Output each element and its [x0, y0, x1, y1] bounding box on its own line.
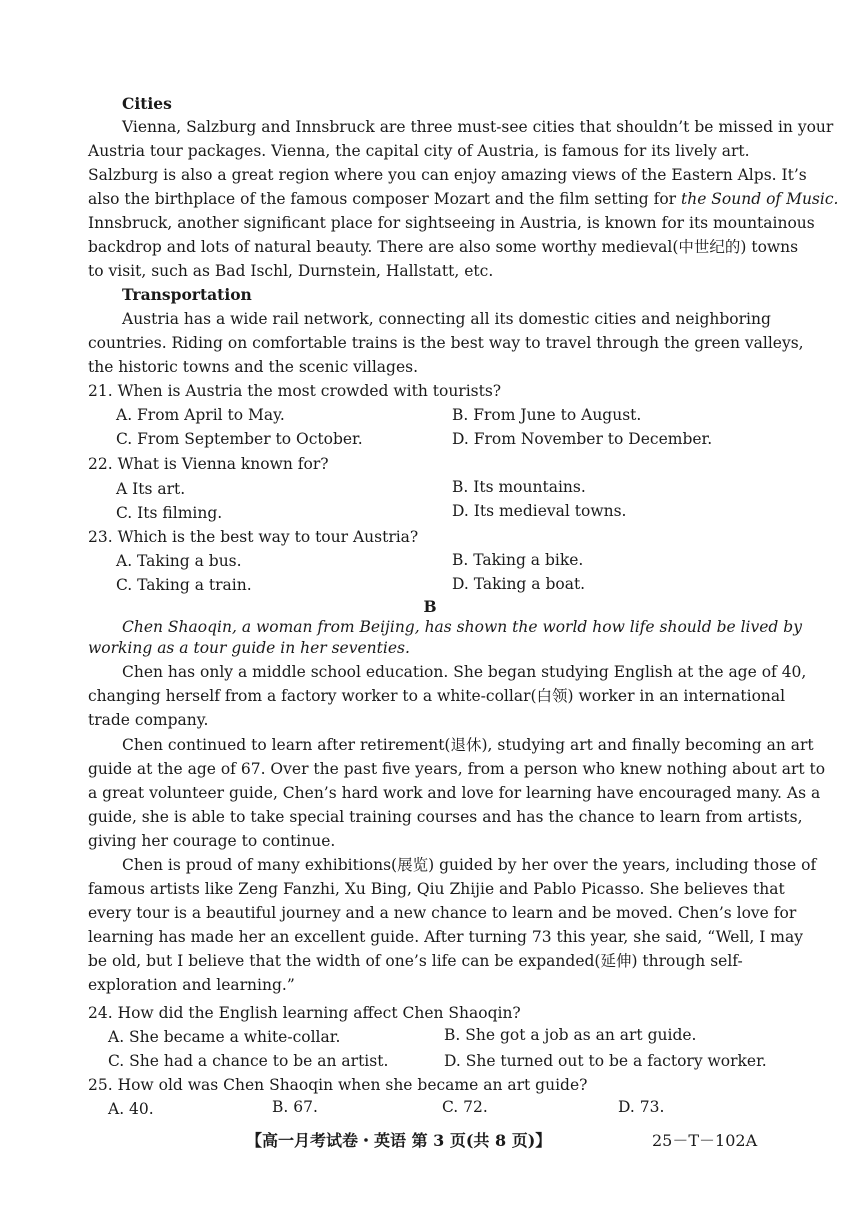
intro-line: Chen Shaoqin, a woman from Beijing, has shown the world how life should be lived by — [122, 618, 802, 636]
question-stem: 22. What is Vienna known for? — [88, 455, 329, 473]
cities-heading: Cities — [122, 94, 172, 113]
option-d: D. 73. — [618, 1098, 665, 1116]
option-c: C. Its filming. — [116, 504, 223, 522]
p3-line: Chen continued to learn after retirement(退休), studying art and finally becoming an art — [122, 736, 814, 754]
option-b: B. Its mountains. — [452, 478, 586, 496]
p2-line: trade company. — [88, 711, 209, 729]
cities-line: Austria tour packages. Vienna, the capital city of Austria, is famous for its lively art. — [88, 142, 750, 160]
transport-heading: Transportation — [122, 285, 252, 304]
cities-line: Salzburg is also a great region where you can enjoy amazing views of the Eastern Alps. It’s — [88, 166, 807, 184]
p4-line: learning has made her an excellent guide. After turning 73 this year, she said, “Well, I may — [88, 928, 803, 946]
intro-line: working as a tour guide in her seventies. — [88, 639, 410, 657]
p2-line: Chen has only a middle school education. She began studying English at the age of 40, — [122, 663, 807, 681]
cities-line: Vienna, Salzburg and Innsbruck are three must-see cities that shouldn’t be missed in your — [122, 118, 834, 136]
option-a: A. From April to May. — [116, 406, 285, 424]
p3-line: giving her courage to continue. — [88, 832, 336, 850]
option-a: A. 40. — [108, 1100, 154, 1118]
cities-line: to visit, such as Bad Ischl, Durnstein, Hallstatt, etc. — [88, 262, 494, 280]
film-title: the Sound of Music. — [681, 190, 839, 208]
option-d: D. She turned out to be a factory worker. — [444, 1052, 767, 1070]
p4-line: Chen is proud of many exhibitions(展览) guided by her over the years, including those of — [122, 856, 817, 874]
option-c: C. 72. — [442, 1098, 488, 1116]
footer-code: 25－T－102A — [652, 1131, 758, 1150]
section-b-heading: B — [423, 597, 437, 616]
p2-line: changing herself from a factory worker to a white-collar(白领) worker in an international — [88, 687, 786, 705]
cities-line-text: also the birthplace of the famous composer Mozart and the film setting for — [88, 190, 677, 208]
p4-line: every tour is a beautiful journey and a new chance to learn and be moved. Chen’s love for — [88, 904, 797, 922]
footer-title: 【高一月考试卷・英语 第 3 页(共 8 页)】 — [246, 1131, 552, 1150]
p4-line: famous artists like Zeng Fanzhi, Xu Bing, Qiu Zhijie and Pablo Picasso. She believes that — [88, 880, 785, 898]
option-b: B. She got a job as an art guide. — [444, 1026, 697, 1044]
p4-line: be old, but I believe that the width of one’s life can be expanded(延伸) through self- — [88, 952, 743, 970]
transport-line: the historic towns and the scenic villages. — [88, 358, 419, 376]
option-c: C. From September to October. — [116, 430, 363, 448]
option-a: A. Taking a bus. — [116, 552, 242, 570]
p3-line: guide at the age of 67. Over the past five years, from a person who knew nothing about art to — [88, 760, 826, 778]
transport-line: Austria has a wide rail network, connecting all its domestic cities and neighboring — [122, 310, 771, 328]
p3-line: guide, she is able to take special training courses and has the chance to learn from artists, — [88, 808, 803, 826]
option-d: D. From November to December. — [452, 430, 713, 448]
option-b: B. 67. — [272, 1098, 318, 1116]
p3-line: a great volunteer guide, Chen’s hard work and love for learning have encouraged many. As a — [88, 784, 821, 802]
question-stem: 25. How old was Chen Shaoqin when she became an art guide? — [88, 1076, 588, 1094]
option-c: C. She had a chance to be an artist. — [108, 1052, 389, 1070]
question-stem: 24. How did the English learning affect Chen Shaoqin? — [88, 1004, 521, 1022]
option-d: D. Taking a boat. — [452, 575, 586, 593]
cities-line: backdrop and lots of natural beauty. There are also some worthy medieval(中世纪的) towns — [88, 238, 799, 256]
cities-line: Innsbruck, another significant place for sightseeing in Austria, is known for its mountainous — [88, 214, 815, 232]
p4-line: exploration and learning.” — [88, 976, 295, 994]
transport-line: countries. Riding on comfortable trains is the best way to travel through the green valleys, — [88, 334, 804, 352]
question-stem: 21. When is Austria the most crowded with tourists? — [88, 382, 502, 400]
option-b: B. From June to August. — [452, 406, 642, 424]
cities-line — [88, 188, 838, 210]
option-a: A Its art. — [116, 480, 186, 498]
option-d: D. Its medieval towns. — [452, 502, 627, 520]
option-b: B. Taking a bike. — [452, 551, 584, 569]
option-a: A. She became a white-collar. — [108, 1028, 341, 1046]
option-c: C. Taking a train. — [116, 576, 252, 594]
question-stem: 23. Which is the best way to tour Austria? — [88, 528, 419, 546]
